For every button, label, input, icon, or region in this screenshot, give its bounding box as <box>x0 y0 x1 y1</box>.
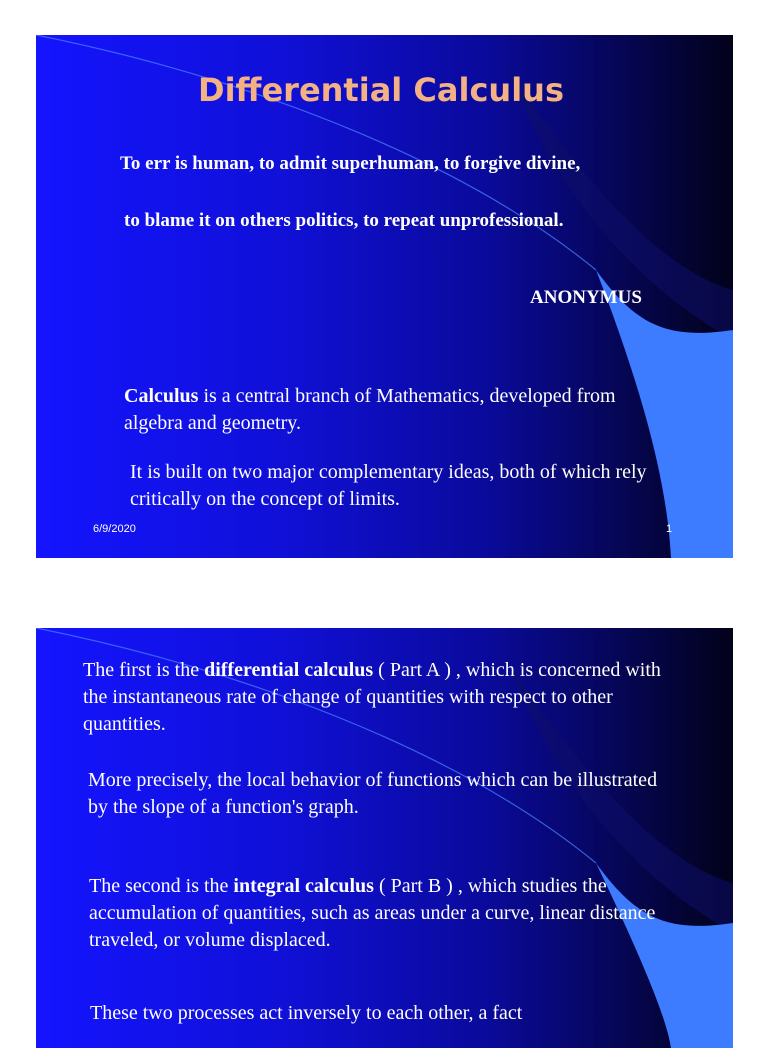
slide-title: Differential Calculus <box>198 71 564 109</box>
calculus-definition-paragraph <box>124 383 664 437</box>
quote-author: ANONYMUS <box>530 287 642 308</box>
differential-calculus-paragraph <box>83 657 683 738</box>
local-behavior-paragraph: More precisely, the local behavior of functions which can be illustrated by the slope of a function's graph. <box>88 769 658 818</box>
calculus-definition-text: is a central branch of Mathematics, developed from algebra and geometry. <box>124 385 616 434</box>
paragraph-lead: The first is the <box>83 659 205 681</box>
quote-line-2: to blame it on others politics, to repeat unprofessional. <box>124 210 564 231</box>
slide-number: 1 <box>666 523 673 535</box>
paragraph-rest: ( Part A ) , which is concerned with the instantaneous rate of change of quantities with respect to other quantities. <box>83 659 661 735</box>
paragraph-rest: ( Part B ) , which studies the accumulation of quantities, such as areas under a curve, linear distance traveled, or volume displaced. <box>89 875 656 951</box>
slide-2 <box>36 628 733 1048</box>
integral-calculus-paragraph <box>89 873 689 954</box>
paragraph-lead: The second is the <box>89 875 234 897</box>
complementary-ideas-paragraph: It is built on two major complementary ideas, both of which rely critically on the concept of limits. <box>130 461 647 510</box>
slide-1 <box>36 35 733 558</box>
calculus-term: Calculus <box>124 385 199 407</box>
quote-line-1: To err is human, to admit superhuman, to forgive divine, <box>120 153 581 174</box>
differential-calculus-term: differential calculus <box>204 659 374 681</box>
slide-date: 6/9/2020 <box>93 523 136 535</box>
inverse-processes-paragraph: These two processes act inversely to each other, a fact <box>90 1002 523 1024</box>
integral-calculus-term: integral calculus <box>233 875 374 897</box>
